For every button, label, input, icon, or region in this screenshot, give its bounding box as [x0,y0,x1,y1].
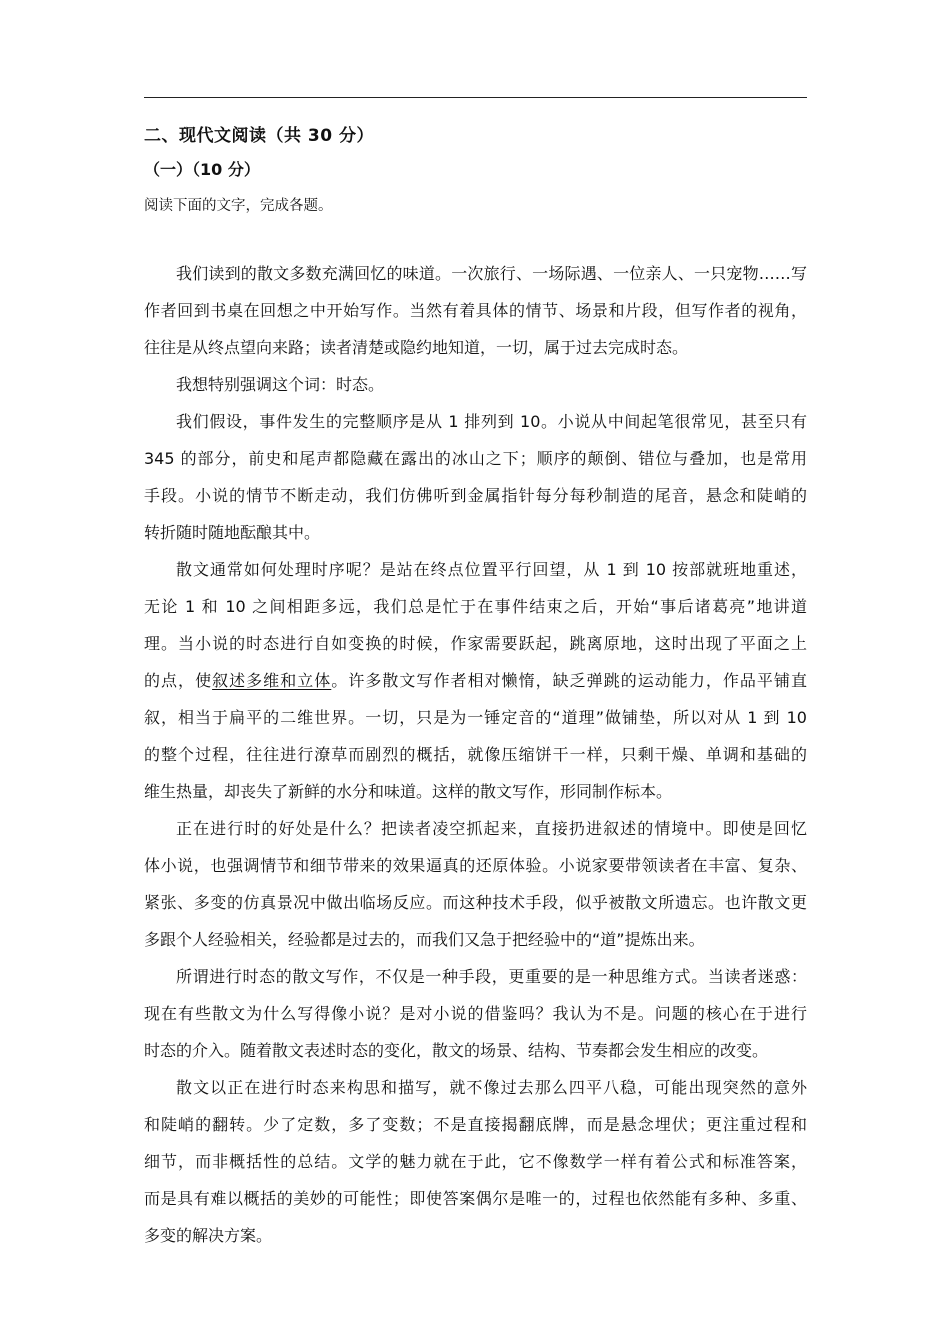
text-line: 理。当小说的时态进行自如变换的时候，作家需要跃起，跳离原地，这时出现了平面之上 [144,634,807,653]
text-line: 345 的部分，前史和尾声都隐藏在露出的冰山之下；顺序的颠倒、错位与叠加，也是常用 [144,449,807,468]
paragraph-5 [144,810,807,958]
text-line: 叙，相当于扁平的二维世界。一切，只是为一锤定音的“道理”做铺垫，所以对从 1 到 10 [144,708,807,727]
text-line [144,662,807,699]
text-line: 的整个过程，往往进行潦草而剧烈的概括，就像压缩饼干一样，只剩干燥、单调和基础的 [144,745,807,764]
sub-section-title: （一）（10 分） [144,160,260,179]
text-line: 往往是从终点望向来路；读者清楚或隐约地知道，一切，属于过去完成时态。 [144,338,689,357]
reading-instruction: 阅读下面的文字，完成各题。 [144,198,333,214]
article-body [144,255,807,1254]
header-rule [144,97,807,98]
section-title: 二、现代文阅读（共 30 分） [144,126,374,146]
text-line: 而是具有难以概括的美妙的可能性；即使答案偶尔是唯一的，过程也依然能有多种、多重、 [144,1189,807,1208]
text-line: 无论 1 和 10 之间相距多远，我们总是忙于在事件结束之后，开始“事后诸葛亮”地讲道 [144,597,807,616]
text-line: 手段。小说的情节不断走动，我们仿佛听到金属指针每分每秒制造的尾音，悬念和陡峭的 [144,486,807,505]
text-line: 转折随时随地酝酿其中。 [144,523,321,542]
text-line: 维生热量，却丧失了新鲜的水分和味道。这样的散文写作，形同制作标本。 [144,782,673,801]
text-line: 散文通常如何处理时序呢？是站在终点位置平行回望，从 1 到 10 按部就班地重述， [176,560,807,579]
text-line: 我们读到的散文多数充满回忆的味道。一次旅行、一场际遇、一位亲人、一只宠物……写 [176,264,807,283]
paragraph-2 [144,366,807,403]
text-line: 现在有些散文为什么写得像小说？是对小说的借鉴吗？我认为不是。问题的核心在于进行 [144,1004,807,1023]
text-line: 多跟个人经验相关，经验都是过去的，而我们又急于把经验中的“道”提炼出来。 [144,930,705,949]
paragraph-1 [144,255,807,366]
text-fragment: 的点，使 [144,671,213,690]
underlined-phrase: 叙述多维和立体 [212,671,332,690]
paragraph-3 [144,403,807,551]
text-line: 正在进行时的好处是什么？把读者凌空抓起来，直接扔进叙述的情境中。即使是回忆 [176,819,807,838]
text-line: 紧张、多变的仿真景况中做出临场反应。而这种技术手段，似乎被散文所遗忘。也许散文更 [144,893,807,912]
text-line: 多变的解决方案。 [144,1226,273,1245]
text-line: 细节，而非概括性的总结。文学的魅力就在于此，它不像数学一样有着公式和标准答案， [144,1152,807,1171]
paragraph-6 [144,958,807,1069]
text-line: 我想特别强调这个词：时态。 [176,375,385,394]
text-line: 和陡峭的翻转。少了定数，多了变数；不是直接揭翻底牌，而是悬念埋伏；更注重过程和 [144,1115,807,1134]
text-line: 时态的介入。随着散文表述时态的变化，散文的场景、结构、节奏都会发生相应的改变。 [144,1041,769,1060]
text-line: 所谓进行时态的散文写作，不仅是一种手段，更重要的是一种思维方式。当读者迷惑： [176,967,807,986]
text-line: 体小说，也强调情节和细节带来的效果逼真的还原体验。小说家要带领读者在丰富、复杂、 [144,856,807,875]
text-line: 作者回到书桌在回想之中开始写作。当然有着具体的情节、场景和片段，但写作者的视角， [144,301,807,320]
paragraph-7 [144,1069,807,1254]
paragraph-4 [144,551,807,810]
text-line: 我们假设，事件发生的完整顺序是从 1 排列到 10。小说从中间起笔很常见，甚至只有 [176,412,807,431]
text-fragment: 。许多散文写作者相对懒惰，缺乏弹跳的运动能力，作品平铺直 [331,671,807,690]
text-line: 散文以正在进行时态来构思和描写，就不像过去那么四平八稳，可能出现突然的意外 [176,1078,807,1097]
